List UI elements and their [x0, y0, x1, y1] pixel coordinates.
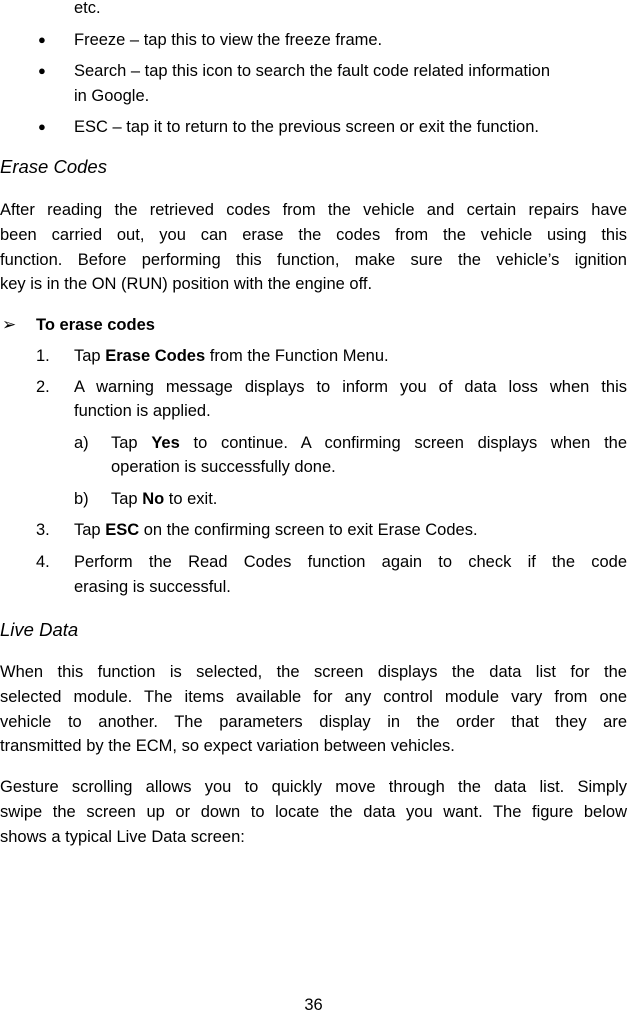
bullet-icon: ●	[38, 32, 46, 47]
substep-b: Tap No to exit.	[111, 490, 218, 508]
bullet-freeze: Freeze – tap this to view the freeze frame.	[74, 31, 383, 49]
paragraph-line: selected module. The items available for any control module vary from one	[0, 688, 627, 706]
section-heading-erase-codes: Erase Codes	[0, 156, 107, 177]
step-number: 1.	[36, 347, 50, 365]
paragraph-line: After reading the retrieved codes from the vehicle and certain repairs have	[0, 201, 627, 219]
substep-a: Tap Yes to continue. A confirming screen displays when the	[111, 434, 627, 452]
paragraph-line: swipe the screen up or down to locate the data you want. The figure below	[0, 803, 627, 821]
section-heading-live-data: Live Data	[0, 619, 79, 640]
paragraph-line: shows a typical Live Data screen:	[0, 828, 245, 846]
step-4-cont: erasing is successful.	[74, 578, 231, 596]
arrow-marker-icon: ➢	[2, 315, 17, 334]
step-2: A warning message displays to inform you of data loss when this	[74, 378, 627, 396]
bullet-search-cont: in Google.	[74, 87, 150, 105]
substep-letter: b)	[74, 490, 89, 508]
step-1: Tap Erase Codes from the Function Menu.	[74, 347, 389, 365]
paragraph-line: transmitted by the ECM, so expect variation between vehicles.	[0, 737, 455, 755]
bullet-icon: ●	[38, 63, 46, 78]
paragraph-line: function. Before performing this function, make sure the vehicle’s ignition	[0, 251, 627, 269]
bullet-esc: ESC – tap it to return to the previous screen or exit the function.	[74, 118, 539, 136]
bullet-icon: ●	[38, 119, 46, 134]
continuation-text: etc.	[74, 0, 101, 17]
paragraph-line: been carried out, you can erase the codes from the vehicle using this	[0, 226, 627, 244]
page-number: 36	[304, 996, 323, 1014]
step-number: 4.	[36, 553, 50, 571]
bullet-search: Search – tap this icon to search the fault code related information	[74, 62, 551, 80]
procedure-title: To erase codes	[36, 316, 155, 334]
paragraph-line: When this function is selected, the screen displays the data list for the	[0, 663, 627, 681]
step-3: Tap ESC on the confirming screen to exit Erase Codes.	[74, 521, 478, 539]
paragraph-line: key is in the ON (RUN) position with the engine off.	[0, 275, 373, 293]
substep-letter: a)	[74, 434, 89, 452]
paragraph-line: vehicle to another. The parameters display in the order that they are	[0, 713, 627, 731]
paragraph-line: Gesture scrolling allows you to quickly move through the data list. Simply	[0, 778, 627, 796]
substep-a-cont: operation is successfully done.	[111, 458, 336, 476]
step-4: Perform the Read Codes function again to check if the code	[74, 553, 627, 571]
step-number: 3.	[36, 521, 50, 539]
step-number: 2.	[36, 378, 50, 396]
step-2-cont: function is applied.	[74, 402, 211, 420]
